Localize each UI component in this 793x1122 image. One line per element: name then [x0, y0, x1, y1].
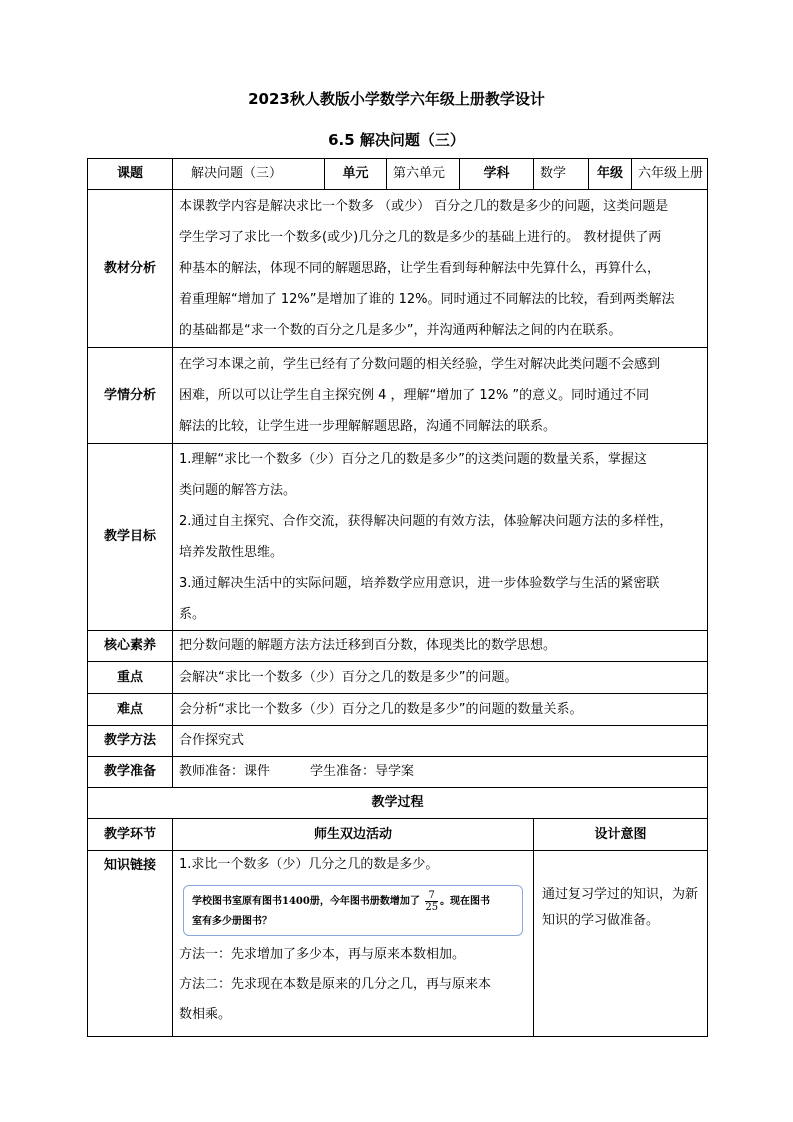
problem-text-b: 。现在图书 [440, 896, 491, 907]
goal-line: 系。 [179, 607, 206, 622]
key-point-row [88, 662, 708, 694]
core-literacy-row [88, 631, 708, 662]
goal-line: 2.通过自主探究、合作交流，获得解决问题的有效方法，体验解决问题方法的多样性， [179, 514, 673, 529]
teaching-prep-row [88, 757, 708, 788]
intent-line1: 通过复习学过的知识，为新 [542, 887, 699, 902]
key-label: 重点 [88, 662, 173, 694]
topic-label: 课题 [88, 159, 173, 190]
subject-value: 数学 [534, 159, 589, 190]
student-line: 在学习本课之前，学生已经有了分数问题的相关经验，学生对解决此类问题不会感到 [179, 357, 661, 372]
process-title-row [88, 788, 708, 819]
goal-label: 教学目标 [88, 444, 173, 631]
core-label: 核心素养 [88, 631, 173, 662]
col-activity-header: 师生双边活动 [173, 819, 534, 851]
unit-value: 第六单元 [387, 159, 460, 190]
prep-teacher: 教师准备：课件 [179, 764, 271, 780]
problem-text-a: 学校图书室原有图书1400册，今年图书册数增加了 [192, 896, 420, 907]
student-line: 困难，所以可以让学生自主探究例 4 ，理解“增加了 12% ”的意义。同时通过不同 [179, 388, 650, 403]
example-problem-box [183, 885, 523, 936]
textbook-line: 本课教学内容是解决求比一个数多 （或少） 百分之几的数是多少的问题，这类问题是 [179, 199, 669, 214]
stage1-intent [534, 851, 708, 1037]
student-label: 学情分析 [88, 348, 173, 444]
difficult-value: 会分析“求比一个数多（少）百分之几的数是多少”的问题的数量关系。 [173, 694, 708, 726]
info-row [88, 159, 708, 190]
difficult-point-row [88, 694, 708, 726]
knowledge-link-row [88, 851, 708, 1037]
method-two-line1: 方法二：先求现在本数是原来的几分之几，再与原来本 [179, 977, 492, 992]
prep-student: 学生准备：导学案 [310, 764, 415, 780]
stage1-cell [88, 851, 173, 1037]
goal-line: 3.通过解决生活中的实际问题，培养数学应用意识，进一步体验数学与生活的紧密联 [179, 576, 660, 591]
key-value: 会解决“求比一个数多（少）百分之几的数是多少”的问题。 [173, 662, 708, 694]
textbook-line: 着重理解“增加了 12%”是增加了谁的 12%。同时通过不同解法的比较，看到两类解法 [179, 292, 675, 307]
core-value: 把分数问题的解题方法方法迁移到百分数，体现类比的数学思想。 [173, 631, 708, 662]
intent-line2: 知识的学习做准备。 [542, 913, 660, 928]
grade-value: 六年级上册 [632, 159, 708, 190]
lesson-title: 6.5 解决问题（三） [328, 131, 465, 149]
process-title: 教学过程 [88, 788, 708, 819]
textbook-label: 教材分析 [88, 190, 173, 348]
problem-text-c: 室有多少册图书？ [192, 916, 272, 927]
unit-label: 单元 [325, 159, 387, 190]
grade-label: 年级 [589, 159, 632, 190]
student-content [173, 348, 708, 444]
difficult-label: 难点 [88, 694, 173, 726]
teaching-goals-row [88, 444, 708, 631]
textbook-line: 的基础都是“求一个数的百分之几是多少”，并沟通两种解法之间的内在联系。 [179, 323, 622, 338]
textbook-analysis-row [88, 190, 708, 348]
textbook-line: 学生学习了求比一个数多(或少)几分之几的数是多少的基础上进行的。 教材提供了两 [179, 230, 662, 245]
teaching-method-row [88, 726, 708, 757]
stage1-label: 知识链接 [103, 858, 156, 873]
intent-text [542, 851, 701, 934]
goal-line: 培养发散性思维。 [179, 545, 284, 560]
document-title: 2023秋人教版小学数学六年级上册教学设计 [248, 90, 545, 108]
method-one: 方法一：先求增加了多少本，再与原来本数相加。 [179, 947, 466, 962]
method-label: 教学方法 [88, 726, 173, 757]
prep-label: 教学准备 [88, 757, 173, 788]
col-stage-header: 教学环节 [88, 819, 173, 851]
method-two-line2: 数相乘。 [179, 1007, 232, 1022]
lesson-plan-table [87, 158, 708, 1037]
process-header-row [88, 819, 708, 851]
goal-line: 类问题的解答方法。 [179, 483, 297, 498]
textbook-line: 种基本的解法，体现不同的解题思路，让学生看到每种解法中先算什么，再算什么， [179, 261, 661, 276]
topic-value: 解决问题（三） [173, 159, 325, 190]
method-value: 合作探究式 [173, 726, 708, 757]
textbook-content [173, 190, 708, 348]
fraction-denominator: 25 [425, 902, 439, 913]
student-analysis-row [88, 348, 708, 444]
goal-line: 1.理解“求比一个数多（少）百分之几的数是多少”的这类问题的数量关系，掌握这 [179, 452, 647, 467]
goal-content [173, 444, 708, 631]
student-line: 解法的比较，让学生进一步理解解题思路，沟通不同解法的联系。 [179, 419, 557, 434]
col-intent-header: 设计意图 [534, 819, 708, 851]
stage1-activity [173, 851, 534, 1037]
stage1-question: 1.求比一个数多（少）几分之几的数是多少。 [179, 857, 439, 872]
fraction [425, 890, 438, 913]
prep-content [173, 757, 708, 788]
fraction-numerator: 7 [425, 890, 438, 902]
subject-label: 学科 [460, 159, 534, 190]
